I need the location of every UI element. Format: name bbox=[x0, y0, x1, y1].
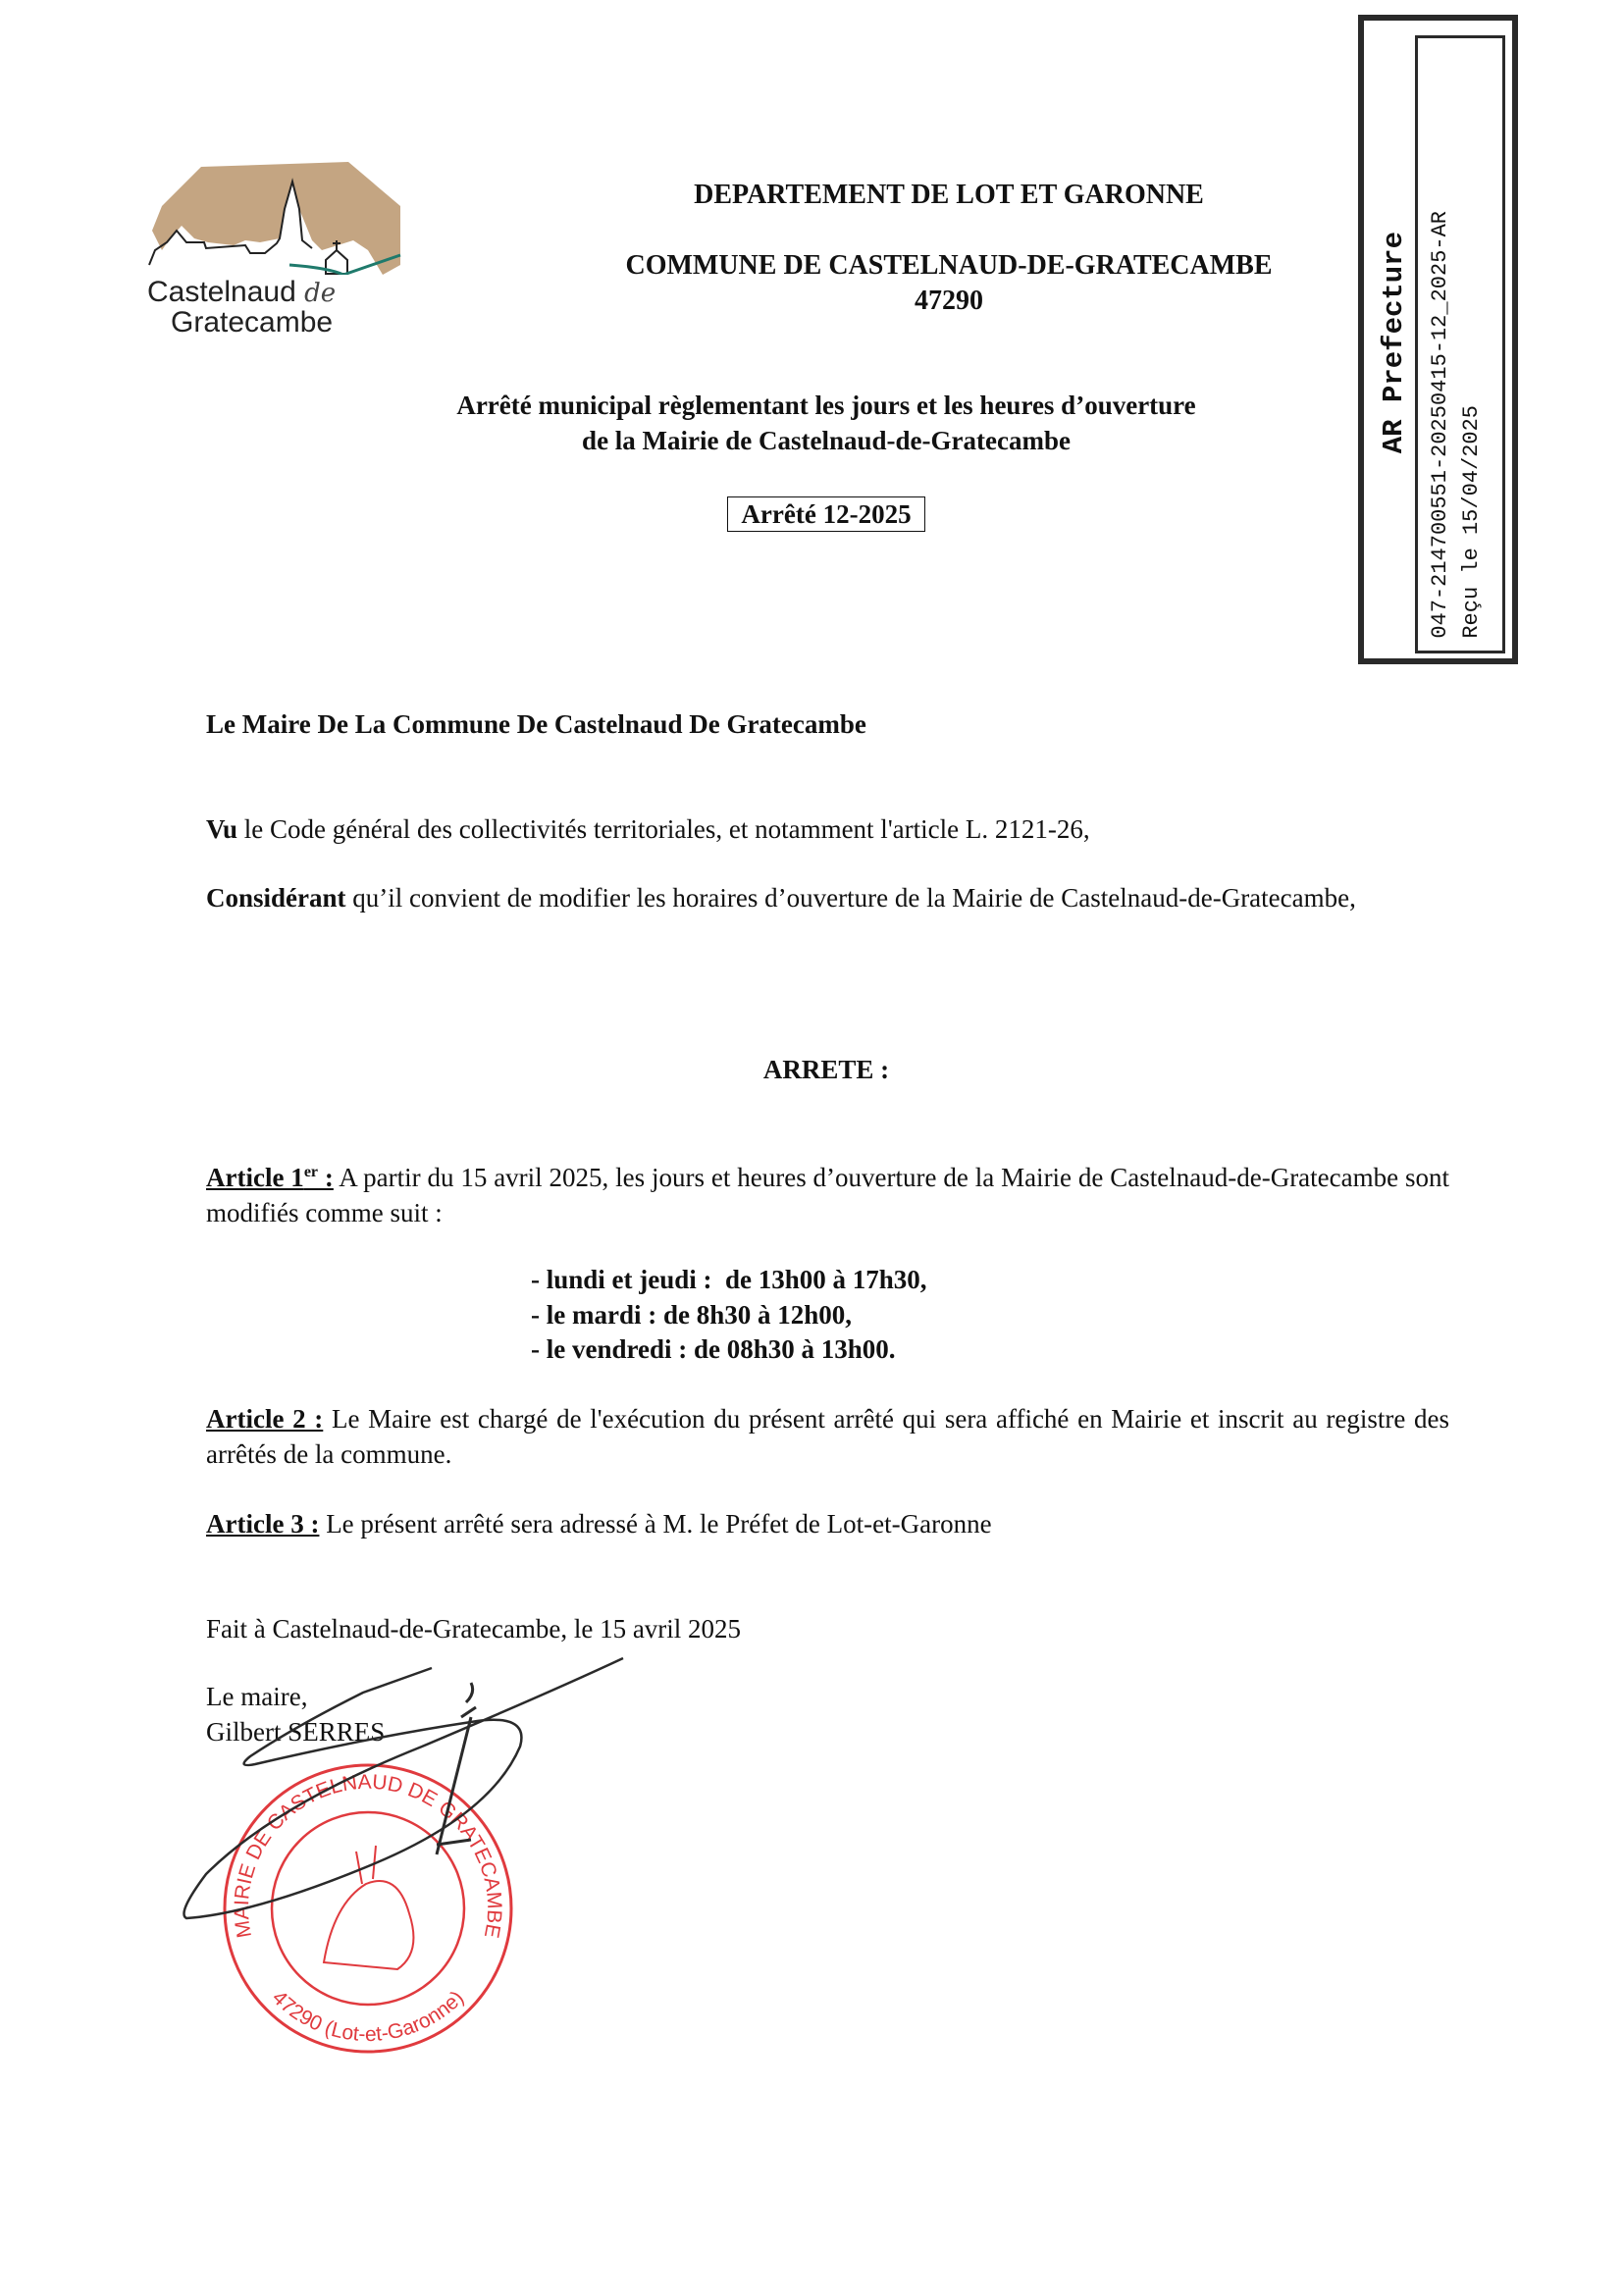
article-3 bbox=[206, 1506, 1449, 1541]
seal-bottom-text: 47290 (Lot-et-Garonne) bbox=[267, 1986, 469, 2047]
handwritten-signature bbox=[177, 1648, 648, 1923]
arrete-heading: ARRETE : bbox=[762, 1055, 890, 1084]
article-2-label: Article 2 : bbox=[206, 1404, 324, 1434]
department-heading: DEPARTEMENT DE LOT ET GARONNE bbox=[694, 180, 1204, 210]
logo-text-castelnaud: Castelnaud bbox=[147, 276, 296, 308]
document-title-line2: de la Mairie de Castelnaud-de-Gratecambe bbox=[582, 426, 1071, 455]
article-3-text: Le présent arrêté sera adressé à M. le Préfet de Lot-et-Garonne bbox=[319, 1509, 992, 1539]
village-silhouette-icon bbox=[147, 152, 432, 275]
considerant-paragraph bbox=[206, 880, 1449, 915]
article-2-text: Le Maire est chargé de l'exécution du présent arrêté qui sera affiché en Mairie et inscrit au registre des arrêtés de la commune. bbox=[206, 1404, 1449, 1469]
vu-paragraph bbox=[206, 811, 1449, 847]
ar-stamp-id: 047-214700551-20250415-12_2025-AR bbox=[1428, 211, 1452, 639]
schedule-item: - lundi et jeudi : de 13h00 à 17h30, bbox=[531, 1265, 927, 1294]
document-title-line1: Arrêté municipal règlementant les jours et les heures d’ouverture bbox=[456, 391, 1196, 420]
vu-label: Vu bbox=[206, 814, 238, 844]
article-3-label: Article 3 : bbox=[206, 1509, 320, 1539]
logo-text-gratecambe: Gratecambe bbox=[171, 306, 334, 339]
article-1 bbox=[206, 1160, 1449, 1230]
arrete-reference: Arrêté 12-2025 bbox=[727, 496, 925, 532]
article-2 bbox=[206, 1401, 1449, 1472]
signatory-name: Gilbert SERRES bbox=[206, 1717, 386, 1747]
postal-code: 47290 bbox=[915, 286, 983, 316]
vu-text: le Code général des collectivités territoriales, et notamment l'article L. 2121-26, bbox=[237, 814, 1090, 844]
logo-text-de: de bbox=[304, 279, 337, 308]
considerant-label: Considérant bbox=[206, 883, 346, 913]
schedule-item: - le vendredi : de 08h30 à 13h00. bbox=[531, 1334, 896, 1364]
commune-heading: COMMUNE DE CASTELNAUD-DE-GRATECAMBE bbox=[625, 250, 1273, 281]
considerant-text: qu’il convient de modifier les horaires d’ouverture de la Mairie de Castelnaud-de-Gratecambe, bbox=[345, 883, 1356, 913]
article-1-label: Article 1er : bbox=[206, 1163, 334, 1192]
ar-stamp-title: AR Prefecture bbox=[1378, 232, 1410, 454]
signatory-role: Le maire, bbox=[206, 1682, 308, 1711]
schedule-item: - le mardi : de 8h30 à 12h00, bbox=[531, 1299, 852, 1330]
seal-top-text: MAIRIE DE CASTELNAUD DE GRATECAMBE bbox=[230, 1770, 506, 1940]
article-1-text: A partir du 15 avril 2025, les jours et heures d’ouverture de la Mairie de Castelnaud-de-Gratecambe sont modifiés comme suit : bbox=[206, 1163, 1449, 1227]
ar-stamp-received: Reçu le 15/04/2025 bbox=[1459, 405, 1484, 639]
svg-text:47290 (Lot-et-Garonne) bbox=[268, 1986, 468, 2046]
ar-prefecture-stamp bbox=[1358, 15, 1518, 664]
place-and-date: Fait à Castelnaud-de-Gratecambe, le 15 avril 2025 bbox=[206, 1614, 742, 1644]
commune-logo bbox=[147, 152, 432, 339]
opening-hours-list bbox=[531, 1263, 927, 1368]
issuing-authority: Le Maire De La Commune De Castelnaud De Gratecambe bbox=[206, 709, 866, 739]
